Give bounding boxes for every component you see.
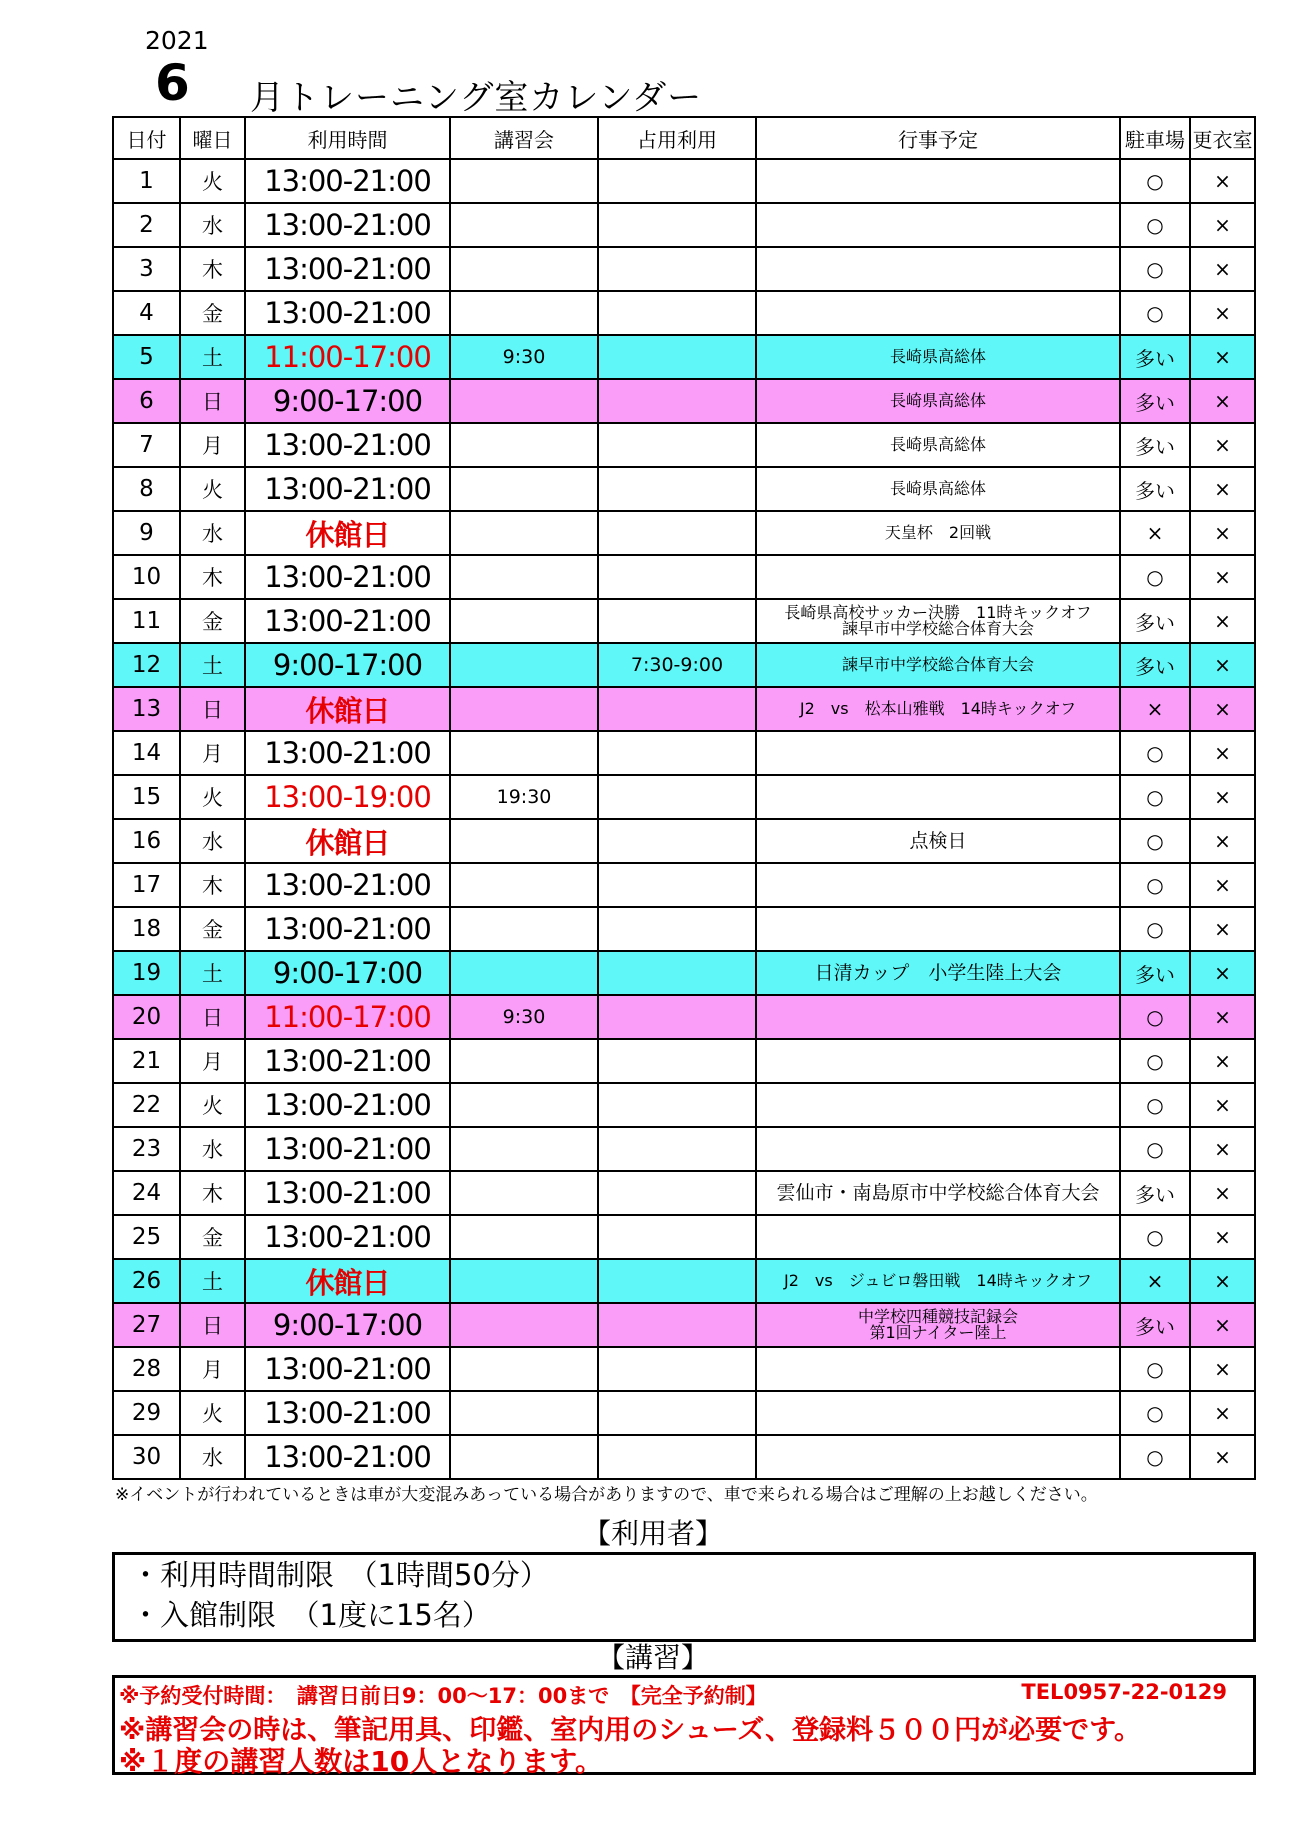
occupied-cell — [598, 995, 756, 1039]
hours-cell: 休館日 — [245, 819, 450, 863]
parking-cell: 多い — [1120, 1303, 1190, 1347]
calendar-row — [113, 819, 1255, 863]
occupied-cell — [598, 423, 756, 467]
event-cell: 長崎県高校サッカー決勝 11時キックオフ 諫早市中学校総合体育大会 — [756, 599, 1120, 643]
column-header-events: 行事予定 — [756, 117, 1120, 159]
calendar-row — [113, 1391, 1255, 1435]
event-cell: 日清カップ 小学生陸上大会 — [756, 951, 1120, 995]
locker-cell: × — [1190, 379, 1255, 423]
parking-cell: ○ — [1120, 203, 1190, 247]
parking-cell: ○ — [1120, 1083, 1190, 1127]
hours-cell: 9:00-17:00 — [245, 951, 450, 995]
hours-cell: 13:00-21:00 — [245, 1215, 450, 1259]
hours-cell: 休館日 — [245, 687, 450, 731]
lecture-capacity: ※１度の講習人数は10人となります。 — [119, 1745, 603, 1778]
hours-cell: 13:00-21:00 — [245, 159, 450, 203]
hours-cell: 13:00-21:00 — [245, 247, 450, 291]
calendar-row — [113, 775, 1255, 819]
day-cell: 9 — [113, 511, 180, 555]
parking-cell: ○ — [1120, 555, 1190, 599]
occupied-cell — [598, 599, 756, 643]
lecture-cell — [450, 1303, 598, 1347]
day-cell: 21 — [113, 1039, 180, 1083]
event-cell — [756, 907, 1120, 951]
day-cell: 18 — [113, 907, 180, 951]
event-cell — [756, 1083, 1120, 1127]
locker-cell: × — [1190, 687, 1255, 731]
parking-cell: ○ — [1120, 1215, 1190, 1259]
calendar-row — [113, 599, 1255, 643]
event-cell: 点検日 — [756, 819, 1120, 863]
occupied-cell — [598, 775, 756, 819]
weekday-cell: 木 — [180, 863, 245, 907]
locker-cell: × — [1190, 1259, 1255, 1303]
weekday-cell: 土 — [180, 643, 245, 687]
parking-cell: ○ — [1120, 291, 1190, 335]
weekday-cell: 金 — [180, 291, 245, 335]
weekday-cell: 月 — [180, 1347, 245, 1391]
day-cell: 4 — [113, 291, 180, 335]
weekday-cell: 月 — [180, 731, 245, 775]
lecture-cell — [450, 511, 598, 555]
locker-cell: × — [1190, 643, 1255, 687]
locker-cell: × — [1190, 291, 1255, 335]
column-header-lecture: 講習会 — [450, 117, 598, 159]
parking-cell: 多い — [1120, 467, 1190, 511]
month-number: 6 — [155, 54, 190, 112]
day-cell: 7 — [113, 423, 180, 467]
hours-cell: 13:00-21:00 — [245, 555, 450, 599]
weekday-cell: 日 — [180, 379, 245, 423]
parking-cell: 多い — [1120, 335, 1190, 379]
lecture-reservation-hours: ※予約受付時間： 講習日前日9：00～17：00まで 【完全予約制】 — [119, 1684, 767, 1708]
event-cell — [756, 863, 1120, 907]
calendar-row — [113, 731, 1255, 775]
weekday-cell: 木 — [180, 1171, 245, 1215]
hours-cell: 13:00-21:00 — [245, 1039, 450, 1083]
event-cell: 諫早市中学校総合体育大会 — [756, 643, 1120, 687]
event-cell — [756, 1391, 1120, 1435]
users-heading: 【利用者】 — [582, 1517, 723, 1550]
calendar-header-row — [113, 117, 1255, 159]
parking-cell: × — [1120, 687, 1190, 731]
weekday-cell: 土 — [180, 951, 245, 995]
weekday-cell: 水 — [180, 1127, 245, 1171]
hours-cell: 11:00-17:00 — [245, 335, 450, 379]
lecture-cell: 9:30 — [450, 335, 598, 379]
lecture-cell — [450, 423, 598, 467]
weekday-cell: 火 — [180, 775, 245, 819]
hours-cell: 13:00-21:00 — [245, 203, 450, 247]
occupied-cell — [598, 1171, 756, 1215]
lecture-cell — [450, 247, 598, 291]
weekday-cell: 火 — [180, 159, 245, 203]
occupied-cell — [598, 511, 756, 555]
locker-cell: × — [1190, 731, 1255, 775]
weekday-cell: 日 — [180, 995, 245, 1039]
calendar-row — [113, 203, 1255, 247]
lecture-cell — [450, 159, 598, 203]
users-rule-time-limit: ・利用時間制限 （1時間50分） — [131, 1558, 549, 1592]
occupied-cell — [598, 731, 756, 775]
calendar-row — [113, 1435, 1255, 1479]
event-cell: 天皇杯 2回戦 — [756, 511, 1120, 555]
calendar-row — [113, 1127, 1255, 1171]
event-cell: 中学校四種競技記録会 第1回ナイター陸上 — [756, 1303, 1120, 1347]
event-cell — [756, 247, 1120, 291]
weekday-cell: 水 — [180, 511, 245, 555]
lecture-cell — [450, 1347, 598, 1391]
locker-cell: × — [1190, 907, 1255, 951]
calendar-row — [113, 291, 1255, 335]
locker-cell: × — [1190, 1435, 1255, 1479]
occupied-cell — [598, 1435, 756, 1479]
parking-cell: 多い — [1120, 379, 1190, 423]
locker-cell: × — [1190, 467, 1255, 511]
hours-cell: 13:00-21:00 — [245, 907, 450, 951]
lecture-cell — [450, 907, 598, 951]
hours-cell: 13:00-21:00 — [245, 731, 450, 775]
day-cell: 19 — [113, 951, 180, 995]
calendar-table — [112, 116, 1256, 1480]
parking-note: ※イベントが行われているときは車が大変混みあっている場合がありますので、車で来られる場合はご理解の上お越しください。 — [115, 1485, 1098, 1505]
event-cell — [756, 995, 1120, 1039]
lecture-cell — [450, 1435, 598, 1479]
occupied-cell — [598, 379, 756, 423]
day-cell: 22 — [113, 1083, 180, 1127]
hours-cell: 13:00-21:00 — [245, 1171, 450, 1215]
event-cell: J2 vs ジュビロ磐田戦 14時キックオフ — [756, 1259, 1120, 1303]
weekday-cell: 土 — [180, 1259, 245, 1303]
hours-cell: 13:00-21:00 — [245, 1083, 450, 1127]
locker-cell: × — [1190, 1039, 1255, 1083]
weekday-cell: 水 — [180, 1435, 245, 1479]
calendar-row — [113, 379, 1255, 423]
column-header-parking: 駐車場 — [1120, 117, 1190, 159]
weekday-cell: 火 — [180, 1391, 245, 1435]
parking-cell: ○ — [1120, 1391, 1190, 1435]
event-cell: J2 vs 松本山雅戦 14時キックオフ — [756, 687, 1120, 731]
locker-cell: × — [1190, 1215, 1255, 1259]
column-header-hours: 利用時間 — [245, 117, 450, 159]
users-box — [112, 1552, 1256, 1642]
hours-cell: 11:00-17:00 — [245, 995, 450, 1039]
hours-cell: 休館日 — [245, 511, 450, 555]
weekday-cell: 月 — [180, 423, 245, 467]
hours-cell: 13:00-21:00 — [245, 1347, 450, 1391]
lecture-cell — [450, 1083, 598, 1127]
lecture-cell — [450, 951, 598, 995]
day-cell: 20 — [113, 995, 180, 1039]
lecture-cell — [450, 203, 598, 247]
lecture-cell — [450, 731, 598, 775]
day-cell: 16 — [113, 819, 180, 863]
lecture-phone-number: TEL0957-22-0129 — [1021, 1680, 1227, 1704]
lecture-cell — [450, 1171, 598, 1215]
parking-cell: 多い — [1120, 423, 1190, 467]
parking-cell: × — [1120, 511, 1190, 555]
occupied-cell — [598, 863, 756, 907]
calendar-row — [113, 335, 1255, 379]
parking-cell: ○ — [1120, 863, 1190, 907]
parking-cell: ○ — [1120, 731, 1190, 775]
hours-cell: 9:00-17:00 — [245, 1303, 450, 1347]
calendar-row — [113, 687, 1255, 731]
locker-cell: × — [1190, 819, 1255, 863]
event-cell — [756, 731, 1120, 775]
lecture-box — [112, 1675, 1256, 1778]
calendar-row — [113, 643, 1255, 687]
weekday-cell: 月 — [180, 1039, 245, 1083]
occupied-cell — [598, 291, 756, 335]
parking-cell: ○ — [1120, 907, 1190, 951]
day-cell: 15 — [113, 775, 180, 819]
weekday-cell: 金 — [180, 907, 245, 951]
occupied-cell — [598, 467, 756, 511]
occupied-cell — [598, 159, 756, 203]
occupied-cell — [598, 1127, 756, 1171]
calendar-row — [113, 247, 1255, 291]
calendar-row — [113, 1039, 1255, 1083]
day-cell: 13 — [113, 687, 180, 731]
occupied-cell — [598, 247, 756, 291]
event-cell — [756, 1347, 1120, 1391]
lecture-cell — [450, 291, 598, 335]
day-cell: 27 — [113, 1303, 180, 1347]
day-cell: 24 — [113, 1171, 180, 1215]
calendar-row — [113, 423, 1255, 467]
calendar-row — [113, 907, 1255, 951]
day-cell: 30 — [113, 1435, 180, 1479]
lecture-cell — [450, 1127, 598, 1171]
weekday-cell: 火 — [180, 1083, 245, 1127]
locker-cell: × — [1190, 863, 1255, 907]
occupied-cell — [598, 335, 756, 379]
event-cell — [756, 1215, 1120, 1259]
occupied-cell — [598, 819, 756, 863]
lecture-cell — [450, 863, 598, 907]
locker-cell: × — [1190, 1083, 1255, 1127]
hours-cell: 13:00-21:00 — [245, 599, 450, 643]
day-cell: 26 — [113, 1259, 180, 1303]
column-header-locker: 更衣室 — [1190, 117, 1255, 159]
calendar-row — [113, 511, 1255, 555]
weekday-cell: 日 — [180, 1303, 245, 1347]
lecture-cell — [450, 687, 598, 731]
event-cell — [756, 159, 1120, 203]
weekday-cell: 金 — [180, 1215, 245, 1259]
event-cell — [756, 291, 1120, 335]
parking-cell: ○ — [1120, 995, 1190, 1039]
calendar-row — [113, 1259, 1255, 1303]
event-cell — [756, 1039, 1120, 1083]
occupied-cell — [598, 907, 756, 951]
day-cell: 5 — [113, 335, 180, 379]
locker-cell: × — [1190, 247, 1255, 291]
calendar-row — [113, 863, 1255, 907]
weekday-cell: 金 — [180, 599, 245, 643]
hours-cell: 13:00-21:00 — [245, 291, 450, 335]
event-cell — [756, 203, 1120, 247]
occupied-cell — [598, 1347, 756, 1391]
occupied-cell — [598, 951, 756, 995]
parking-cell: ○ — [1120, 159, 1190, 203]
lecture-cell — [450, 599, 598, 643]
hours-cell: 休館日 — [245, 1259, 450, 1303]
day-cell: 28 — [113, 1347, 180, 1391]
occupied-cell — [598, 1391, 756, 1435]
parking-cell: ○ — [1120, 1039, 1190, 1083]
lecture-cell — [450, 467, 598, 511]
calendar-row — [113, 159, 1255, 203]
day-cell: 6 — [113, 379, 180, 423]
occupied-cell — [598, 1215, 756, 1259]
day-cell: 10 — [113, 555, 180, 599]
occupied-cell — [598, 1259, 756, 1303]
event-cell: 長崎県高総体 — [756, 379, 1120, 423]
column-header-occupied: 占用利用 — [598, 117, 756, 159]
weekday-cell: 日 — [180, 687, 245, 731]
event-cell — [756, 555, 1120, 599]
locker-cell: × — [1190, 423, 1255, 467]
locker-cell: × — [1190, 511, 1255, 555]
occupied-cell — [598, 1039, 756, 1083]
locker-cell: × — [1190, 775, 1255, 819]
occupied-cell: 7:30-9:00 — [598, 643, 756, 687]
event-cell — [756, 1435, 1120, 1479]
hours-cell: 13:00-21:00 — [245, 1391, 450, 1435]
hours-cell: 13:00-21:00 — [245, 1127, 450, 1171]
hours-cell: 13:00-21:00 — [245, 863, 450, 907]
day-cell: 12 — [113, 643, 180, 687]
lecture-cell — [450, 1039, 598, 1083]
lecture-cell — [450, 819, 598, 863]
parking-cell: 多い — [1120, 643, 1190, 687]
weekday-cell: 木 — [180, 247, 245, 291]
locker-cell: × — [1190, 159, 1255, 203]
parking-cell: 多い — [1120, 599, 1190, 643]
day-cell: 23 — [113, 1127, 180, 1171]
day-cell: 1 — [113, 159, 180, 203]
lecture-cell — [450, 643, 598, 687]
day-cell: 8 — [113, 467, 180, 511]
locker-cell: × — [1190, 995, 1255, 1039]
hours-cell: 13:00-21:00 — [245, 467, 450, 511]
parking-cell: × — [1120, 1259, 1190, 1303]
users-rule-entry-limit: ・入館制限 （1度に15名） — [131, 1598, 491, 1632]
locker-cell: × — [1190, 1171, 1255, 1215]
parking-cell: 多い — [1120, 1171, 1190, 1215]
hours-cell: 13:00-21:00 — [245, 423, 450, 467]
lecture-cell — [450, 1215, 598, 1259]
lecture-cell — [450, 379, 598, 423]
parking-cell: 多い — [1120, 951, 1190, 995]
calendar-row — [113, 1215, 1255, 1259]
page-title: 月トレーニング室カレンダー — [250, 78, 703, 118]
locker-cell: × — [1190, 1347, 1255, 1391]
occupied-cell — [598, 203, 756, 247]
event-cell — [756, 1127, 1120, 1171]
hours-cell: 9:00-17:00 — [245, 643, 450, 687]
lecture-cell: 19:30 — [450, 775, 598, 819]
year-label: 2021 — [145, 26, 209, 55]
event-cell — [756, 775, 1120, 819]
calendar-row — [113, 1347, 1255, 1391]
lecture-cell — [450, 555, 598, 599]
hours-cell: 13:00-21:00 — [245, 1435, 450, 1479]
weekday-cell: 木 — [180, 555, 245, 599]
event-cell: 長崎県高総体 — [756, 467, 1120, 511]
locker-cell: × — [1190, 1303, 1255, 1347]
event-cell: 長崎県高総体 — [756, 335, 1120, 379]
event-cell: 雲仙市・南島原市中学校総合体育大会 — [756, 1171, 1120, 1215]
parking-cell: ○ — [1120, 1127, 1190, 1171]
hours-cell: 13:00-19:00 — [245, 775, 450, 819]
lecture-requirements: ※講習会の時は、筆記用具、印鑑、室内用のシューズ、登録料５００円が必要です。 — [119, 1715, 1142, 1746]
locker-cell: × — [1190, 951, 1255, 995]
weekday-cell: 水 — [180, 819, 245, 863]
calendar-row — [113, 1303, 1255, 1347]
calendar-row — [113, 1083, 1255, 1127]
locker-cell: × — [1190, 1391, 1255, 1435]
lecture-cell: 9:30 — [450, 995, 598, 1039]
locker-cell: × — [1190, 203, 1255, 247]
occupied-cell — [598, 555, 756, 599]
day-cell: 14 — [113, 731, 180, 775]
calendar-body — [113, 159, 1255, 1479]
lecture-cell — [450, 1391, 598, 1435]
column-header-date: 日付 — [113, 117, 180, 159]
occupied-cell — [598, 1083, 756, 1127]
parking-cell: ○ — [1120, 819, 1190, 863]
locker-cell: × — [1190, 1127, 1255, 1171]
day-cell: 29 — [113, 1391, 180, 1435]
locker-cell: × — [1190, 335, 1255, 379]
calendar-row — [113, 951, 1255, 995]
lecture-heading: 【講習】 — [596, 1641, 709, 1674]
day-cell: 25 — [113, 1215, 180, 1259]
calendar-row — [113, 555, 1255, 599]
weekday-cell: 火 — [180, 467, 245, 511]
parking-cell: ○ — [1120, 1435, 1190, 1479]
calendar-row — [113, 467, 1255, 511]
day-cell: 17 — [113, 863, 180, 907]
locker-cell: × — [1190, 555, 1255, 599]
event-cell: 長崎県高総体 — [756, 423, 1120, 467]
day-cell: 3 — [113, 247, 180, 291]
day-cell: 2 — [113, 203, 180, 247]
occupied-cell — [598, 1303, 756, 1347]
parking-cell: ○ — [1120, 1347, 1190, 1391]
lecture-cell — [450, 1259, 598, 1303]
weekday-cell: 水 — [180, 203, 245, 247]
parking-cell: ○ — [1120, 247, 1190, 291]
calendar-row — [113, 995, 1255, 1039]
occupied-cell — [598, 687, 756, 731]
weekday-cell: 土 — [180, 335, 245, 379]
calendar-row — [113, 1171, 1255, 1215]
parking-cell: ○ — [1120, 775, 1190, 819]
hours-cell: 9:00-17:00 — [245, 379, 450, 423]
locker-cell: × — [1190, 599, 1255, 643]
day-cell: 11 — [113, 599, 180, 643]
column-header-weekday: 曜日 — [180, 117, 245, 159]
